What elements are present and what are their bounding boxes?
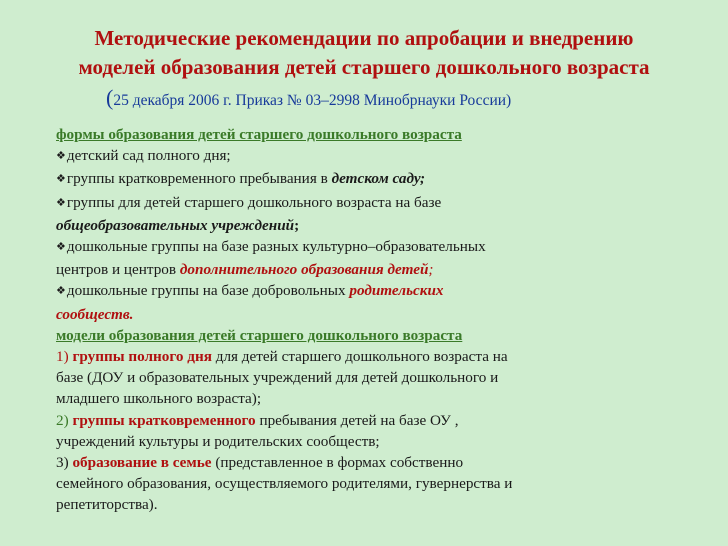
model-3-line-2: семейного образования, осуществляемого родителями, гувернерства и	[56, 475, 513, 493]
forms-item-4-emphasis: дополнительного образования детей	[179, 261, 429, 279]
title-line-1: Методические рекомендации по апробации и внедрению	[94, 26, 634, 50]
forms-item-4-text-2: центров и центров	[56, 261, 180, 279]
model-3-number: 3)	[56, 454, 73, 472]
model-3	[56, 452, 676, 473]
order-reference-text: 25 декабря 2006 г. Приказ № 03–2998 Минобрнауки России)	[113, 92, 512, 109]
forms-item-1-text: детский сад полного дня;	[66, 147, 231, 165]
forms-item-5-text: дошкольные группы на базе добровольных	[66, 282, 350, 300]
forms-item-3-cont	[56, 215, 676, 236]
diamond-bullet-icon: ❖	[56, 196, 66, 209]
content-body	[56, 124, 676, 516]
forms-item-5-cont	[56, 304, 676, 325]
model-1-line-3: младшего школьного возраста);	[56, 390, 262, 408]
forms-item-4-end: ;	[428, 261, 434, 279]
model-1-line-2: базе (ДОУ и образовательных учреждений для детей дошкольного и	[56, 369, 499, 387]
model-3-text: (представленное в формах собственно	[211, 454, 464, 472]
forms-item-4-text: дошкольные группы на базе разных культурно–образовательных	[66, 238, 486, 256]
diamond-bullet-icon: ❖	[56, 241, 66, 254]
model-2-line-2: учреждений культуры и родительских сообществ;	[56, 432, 380, 450]
model-3-emphasis: образование в семье	[72, 454, 212, 472]
forms-item-3-text: группы для детей старшего дошкольного возраста на базе	[66, 193, 442, 211]
forms-item-3-emphasis: общеобразовательных учреждений	[56, 216, 295, 234]
model-2-text: пребывания детей на базе ОУ ,	[255, 411, 459, 429]
forms-item-4-cont	[56, 259, 676, 280]
forms-item-2-emphasis: детском саду;	[331, 170, 426, 188]
order-reference	[106, 85, 511, 111]
forms-item-5-emphasis-2: сообществ.	[56, 305, 134, 323]
model-2-number: 2)	[56, 411, 73, 429]
model-2	[56, 410, 676, 431]
diamond-bullet-icon: ❖	[56, 285, 66, 298]
model-1-text: для детей старшего дошкольного возраста на	[211, 348, 508, 366]
model-1-number: 1)	[56, 348, 73, 366]
forms-item-2-text: группы кратковременного пребывания в	[66, 170, 332, 188]
diamond-bullet-icon: ❖	[56, 150, 66, 163]
forms-item-2	[56, 168, 676, 191]
model-2-emphasis: группы кратковременного	[72, 411, 256, 429]
slide-title	[0, 24, 728, 82]
forms-heading: формы образования детей старшего дошкольного возраста	[56, 126, 462, 143]
forms-item-1	[56, 145, 676, 168]
forms-item-3-end: ;	[294, 216, 300, 234]
model-3-line-3: репетиторства).	[56, 496, 158, 514]
title-line-2: моделей образования детей старшего дошкольного возраста	[78, 55, 650, 79]
forms-item-5	[56, 280, 676, 303]
forms-item-5-emphasis: родительских	[349, 282, 444, 300]
open-paren: (	[106, 85, 114, 110]
forms-item-3	[56, 192, 676, 215]
forms-item-4	[56, 236, 676, 259]
models-heading: модели образования детей старшего дошкольного возраста	[56, 326, 463, 344]
model-1	[56, 346, 676, 367]
model-1-emphasis: группы полного дня	[72, 348, 212, 366]
diamond-bullet-icon: ❖	[56, 173, 66, 186]
